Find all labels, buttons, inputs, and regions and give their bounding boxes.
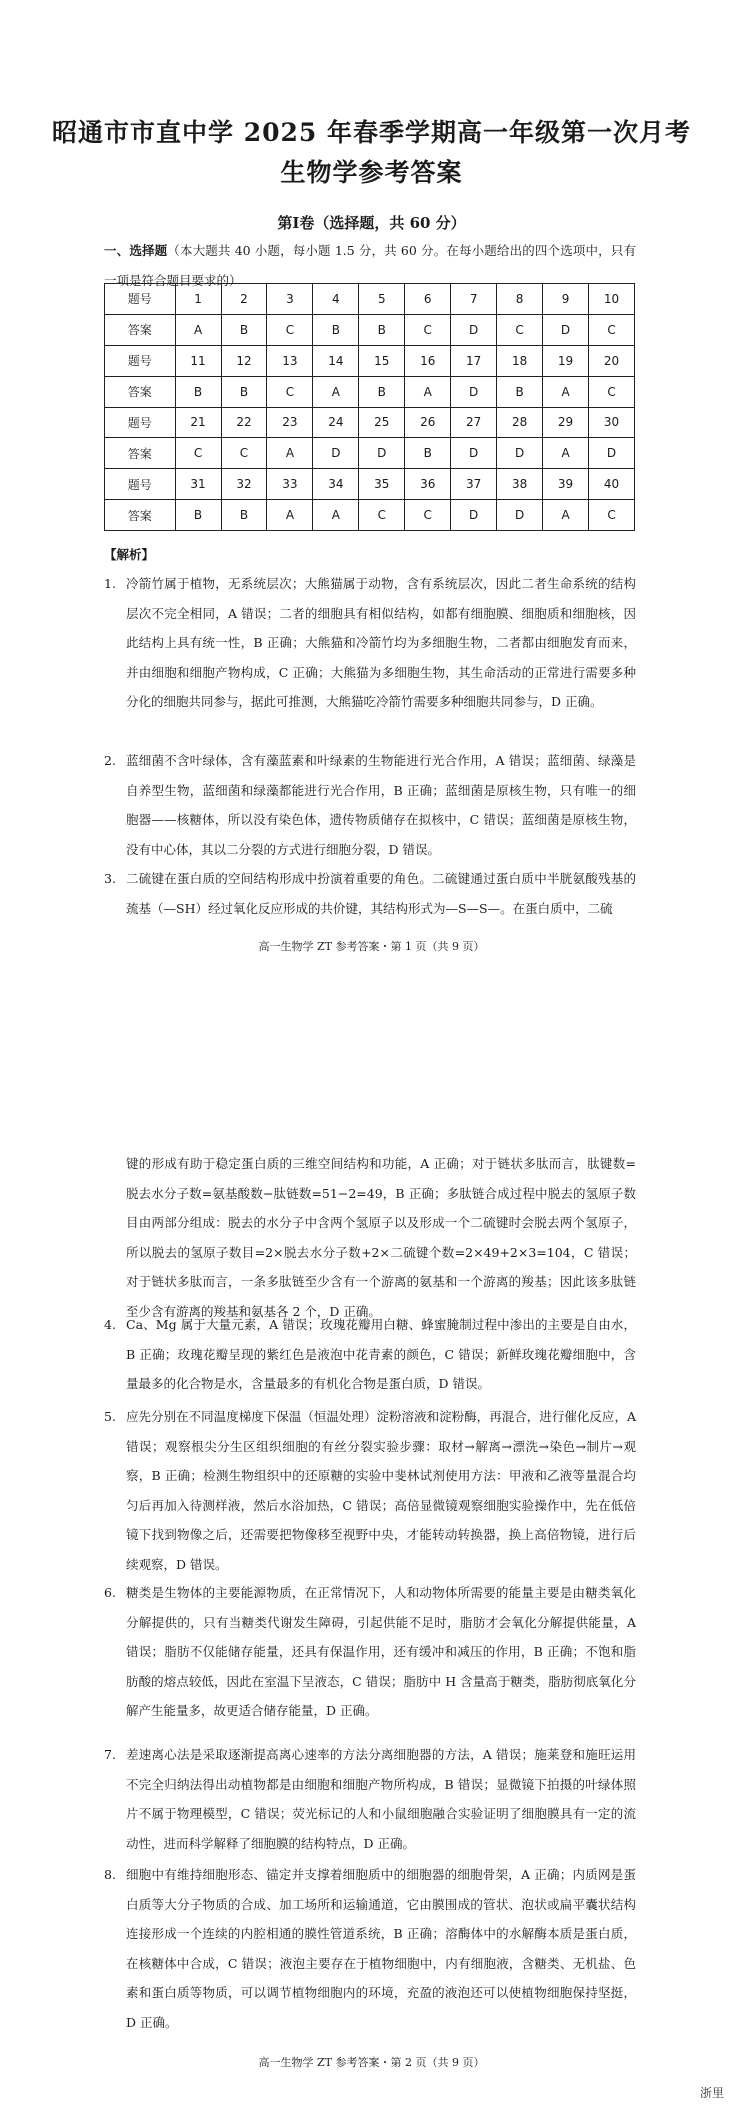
answer-cell: B	[175, 376, 221, 407]
question-number-cell: 14	[313, 345, 359, 376]
row-header: 题号	[105, 469, 176, 500]
question-number-cell: 25	[359, 407, 405, 438]
watermark: 浙里	[700, 2086, 725, 2100]
row-header: 答案	[105, 500, 176, 531]
question-number-cell: 39	[543, 469, 589, 500]
item-text: 细胞中有维持细胞形态、锚定并支撑着细胞质中的细胞器的细胞骨架，A 正确；内质网是蛋白质等大分子物质的合成、加工场所和运输通道，它由膜围成的管状、泡状或扁平囊状结构连接形成一个连续的内腔相通的膜性管道系统，B 正确；溶酶体中的水解酶本质是蛋白质，在核糖体中合成，C 错误；液泡主要存在于植物细胞中，内有细胞液，含糖类、无机盐、色素和蛋白质等物质，可以调节植物细胞内的环境，充盈的液泡还可以使植物细胞保持坚挺，D 正确。	[126, 1867, 636, 2030]
analysis-item-3	[104, 864, 636, 923]
answer-cell: A	[405, 376, 451, 407]
answer-cell: B	[221, 314, 267, 345]
question-number-cell: 16	[405, 345, 451, 376]
question-number-cell: 3	[267, 284, 313, 315]
answer-cell: C	[589, 314, 635, 345]
item-text: 糖类是生物体的主要能源物质，在正常情况下，人和动物体所需要的能量主要是由糖类氧化分解提供的，只有当糖类代谢发生障碍，引起供能不足时，脂肪才会氧化分解提供能量，A 错误；脂肪不仅能储存能量，还具有保温作用，还有缓冲和减压的作用，B 正确；不饱和脂肪酸的熔点较低，因此在室温下呈液态，C 错误；脂肪中 H 含量高于糖类，脂肪彻底氧化分解产生能量多，故更适合储存能量，D 正确。	[126, 1585, 636, 1718]
answer-cell: C	[175, 438, 221, 469]
answer-cell: C	[221, 438, 267, 469]
item-text: Ca、Mg 属于大量元素，A 错误；玫瑰花瓣用白糖、蜂蜜腌制过程中渗出的主要是自由水，B 正确；玫瑰花瓣呈现的紫红色是液泡中花青素的颜色，C 错误；新鲜玫瑰花瓣细胞中，含量最多的化合物是水，含量最多的有机化合物是蛋白质，D 错误。	[126, 1317, 636, 1391]
document-title: 昭通市市直中学 2025 年春季学期高一年级第一次月考	[52, 118, 691, 147]
question-number-cell: 27	[451, 407, 497, 438]
answer-cell: C	[405, 500, 451, 531]
item-number: 5.	[104, 1409, 116, 1424]
question-number-cell: 36	[405, 469, 451, 500]
answer-cell: D	[451, 376, 497, 407]
answer-cell: C	[359, 500, 405, 531]
question-number-cell: 32	[221, 469, 267, 500]
question-number-cell: 34	[313, 469, 359, 500]
analysis-item-6	[104, 1578, 636, 1726]
section-label: 一、选择题	[104, 243, 168, 258]
question-number-cell: 38	[497, 469, 543, 500]
answer-row	[105, 438, 635, 469]
item-number: 7.	[104, 1747, 116, 1762]
answer-cell: C	[497, 314, 543, 345]
question-number-cell: 40	[589, 469, 635, 500]
question-number-cell: 9	[543, 284, 589, 315]
question-number-cell: 28	[497, 407, 543, 438]
answer-cell: A	[267, 500, 313, 531]
answer-cell: D	[451, 314, 497, 345]
answer-cell: A	[313, 376, 359, 407]
question-number-cell: 17	[451, 345, 497, 376]
answer-cell: B	[359, 376, 405, 407]
section-heading: 第Ⅰ卷（选择题，共 60 分）	[277, 214, 466, 232]
question-number-cell: 37	[451, 469, 497, 500]
item-number: 8.	[104, 1867, 116, 1882]
row-header: 题号	[105, 284, 176, 315]
answer-cell: D	[497, 500, 543, 531]
row-header: 答案	[105, 314, 176, 345]
question-number-cell: 33	[267, 469, 313, 500]
answer-cell: C	[267, 376, 313, 407]
question-number-cell: 10	[589, 284, 635, 315]
item-number: 4.	[104, 1317, 116, 1332]
question-number-row	[105, 469, 635, 500]
answer-cell: C	[405, 314, 451, 345]
answer-cell: D	[313, 438, 359, 469]
row-header: 答案	[105, 438, 176, 469]
answer-table	[104, 283, 635, 531]
question-number-cell: 7	[451, 284, 497, 315]
question-number-cell: 11	[175, 345, 221, 376]
answer-cell: D	[589, 438, 635, 469]
answer-cell: A	[313, 500, 359, 531]
answer-cell: C	[589, 376, 635, 407]
analysis-item-3-continued	[104, 1149, 636, 1326]
analysis-heading: 【解析】	[104, 547, 155, 562]
question-number-cell: 8	[497, 284, 543, 315]
question-number-cell: 1	[175, 284, 221, 315]
answer-cell: D	[359, 438, 405, 469]
answer-cell: A	[267, 438, 313, 469]
question-number-cell: 23	[267, 407, 313, 438]
page-footer: 高一生物学 ZT 参考答案・第 1 页（共 9 页）	[258, 940, 485, 953]
question-number-cell: 2	[221, 284, 267, 315]
answer-cell: A	[543, 376, 589, 407]
answer-cell: B	[221, 376, 267, 407]
answer-row	[105, 500, 635, 531]
item-text: 冷箭竹属于植物，无系统层次；大熊猫属于动物，含有系统层次，因此二者生命系统的结构层次不完全相同，A 错误；二者的细胞具有相似结构，如都有细胞膜、细胞质和细胞核，因此结构上具有统一性，B 正确；大熊猫和冷箭竹均为多细胞生物，二者都由细胞发育而来，并由细胞和细胞产物构成，C 正确；大熊猫为多细胞生物，其生命活动的正常进行需要多种分化的细胞共同参与，据此可推测，大熊猫吃冷箭竹需要多种细胞共同参与，D 正确。	[126, 576, 636, 709]
answer-cell: A	[543, 500, 589, 531]
question-number-cell: 22	[221, 407, 267, 438]
answer-cell: B	[497, 376, 543, 407]
question-number-cell: 6	[405, 284, 451, 315]
item-number: 3.	[104, 871, 116, 886]
item-text: 差速离心法是采取逐渐提高离心速率的方法分离细胞器的方法，A 错误；施莱登和施旺运用不完全归纳法得出动植物都是由细胞和细胞产物所构成，B 错误；显微镜下拍摄的叶绿体照片不属于物理模型，C 错误；荧光标记的人和小鼠细胞融合实验证明了细胞膜具有一定的流动性，进而科学解释了细胞膜的结构特点，D 正确。	[126, 1747, 636, 1851]
answer-cell: B	[221, 500, 267, 531]
row-header: 题号	[105, 407, 176, 438]
answer-cell: B	[405, 438, 451, 469]
question-number-cell: 13	[267, 345, 313, 376]
answer-cell: D	[497, 438, 543, 469]
question-number-row	[105, 284, 635, 315]
item-text: 键的形成有助于稳定蛋白质的三维空间结构和功能，A 正确；对于链状多肽而言，肽键数=脱去水分子数=氨基酸数−肽链数=51−2=49，B 正确；多肽链合成过程中脱去的氢原子数目由两部分组成：脱去的水分子中含两个氢原子以及形成一个二硫键时会脱去两个氢原子，所以脱去的氢原子数目=2×脱去水分子数+2×二硫键个数=2×49+2×3=104，C 错误；对于链状多肽而言，一条多肽链至少含有一个游离的氨基和一个游离的羧基；因此该多肽链至少含有游离的羧基和氨基各 2 个，D 正确。	[126, 1156, 636, 1319]
page-1	[0, 0, 743, 1050]
answer-row	[105, 376, 635, 407]
question-number-cell: 15	[359, 345, 405, 376]
analysis-item-1	[104, 569, 636, 717]
answer-cell: D	[451, 500, 497, 531]
item-text: 应先分别在不同温度梯度下保温（恒温处理）淀粉溶液和淀粉酶，再混合，进行催化反应，A 错误；观察根尖分生区组织细胞的有丝分裂实验步骤：取材→解离→漂洗→染色→制片→观察，B 正确；检测生物组织中的还原糖的实验中斐林试剂使用方法：甲液和乙液等量混合均匀后再加入待测样液，然后水浴加热，C 错误；高倍显微镜观察细胞实验操作中，先在低倍镜下找到物像之后，还需要把物像移至视野中央，才能转动转换器，换上高倍物镜，进行后续观察，D 错误。	[126, 1409, 636, 1572]
item-number: 1.	[104, 576, 116, 591]
item-text: 二硫键在蛋白质的空间结构形成中扮演着重要的角色。二硫键通过蛋白质中半胱氨酸残基的巯基（—SH）经过氧化反应形成的共价键，其结构形式为—S—S—。在蛋白质中，二硫	[126, 871, 636, 916]
question-number-cell: 30	[589, 407, 635, 438]
question-number-cell: 31	[175, 469, 221, 500]
question-number-cell: 21	[175, 407, 221, 438]
item-number: 6.	[104, 1585, 116, 1600]
analysis-item-4	[104, 1310, 636, 1399]
answer-cell: D	[543, 314, 589, 345]
answer-cell: B	[175, 500, 221, 531]
question-number-cell: 18	[497, 345, 543, 376]
question-number-cell: 20	[589, 345, 635, 376]
item-number: 2.	[104, 753, 116, 768]
answer-cell: C	[267, 314, 313, 345]
item-text: 蓝细菌不含叶绿体，含有藻蓝素和叶绿素的生物能进行光合作用，A 错误；蓝细菌、绿藻是自养型生物，蓝细菌和绿藻都能进行光合作用，B 正确；蓝细菌是原核生物，只有唯一的细胞器——核糖体，所以没有染色体，遗传物质储存在拟核中，C 错误；蓝细菌是原核生物，没有中心体，其以二分裂的方式进行细胞分裂，D 错误。	[126, 753, 636, 857]
answer-cell: C	[589, 500, 635, 531]
answer-cell: D	[451, 438, 497, 469]
analysis-item-2	[104, 746, 636, 864]
question-number-row	[105, 345, 635, 376]
question-number-cell: 5	[359, 284, 405, 315]
question-number-cell: 24	[313, 407, 359, 438]
answer-cell: B	[313, 314, 359, 345]
question-number-cell: 29	[543, 407, 589, 438]
page-2	[0, 1050, 743, 2104]
question-number-cell: 35	[359, 469, 405, 500]
section-description: （本大题共 40 小题，每小题 1.5 分，共 60 分。在每小题给出的四个选项中，只有一项是符合题目要求的）	[104, 243, 636, 288]
page-footer: 高一生物学 ZT 参考答案・第 2 页（共 9 页）	[258, 2056, 485, 2069]
question-number-cell: 4	[313, 284, 359, 315]
document-subtitle: 生物学参考答案	[280, 158, 463, 187]
answer-cell: A	[543, 438, 589, 469]
analysis-item-8	[104, 1860, 636, 2037]
question-number-cell: 12	[221, 345, 267, 376]
question-number-cell: 26	[405, 407, 451, 438]
answer-cell: A	[175, 314, 221, 345]
row-header: 答案	[105, 376, 176, 407]
answer-cell: B	[359, 314, 405, 345]
analysis-item-5	[104, 1402, 636, 1579]
question-number-cell: 19	[543, 345, 589, 376]
analysis-item-7	[104, 1740, 636, 1858]
row-header: 题号	[105, 345, 176, 376]
question-number-row	[105, 407, 635, 438]
answer-row	[105, 314, 635, 345]
